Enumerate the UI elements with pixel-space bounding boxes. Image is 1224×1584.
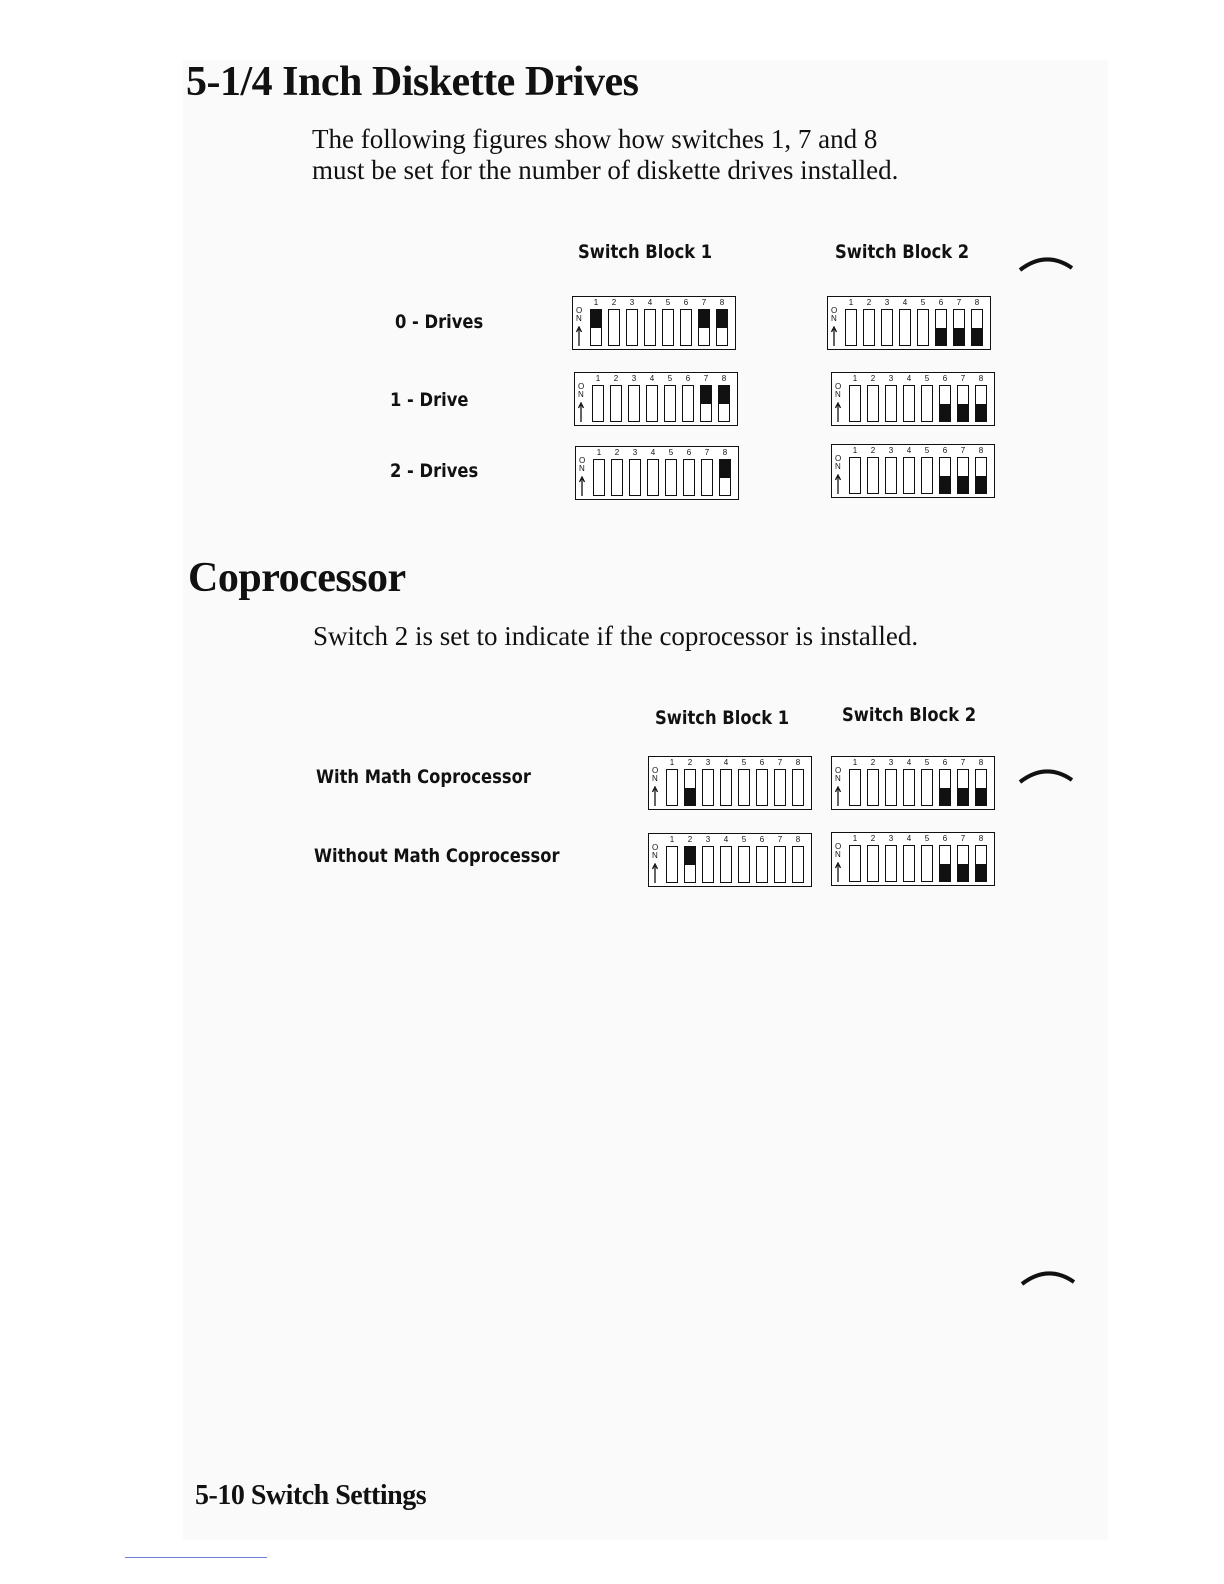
switch-number: 6 (942, 374, 948, 383)
up-arrow-icon (578, 402, 584, 422)
dip-toggle (885, 457, 897, 494)
on-indicator (835, 843, 843, 859)
switch-number: 3 (888, 834, 894, 843)
switch-number: 8 (978, 446, 984, 455)
switch-numbers (842, 298, 986, 308)
switch-number: 1 (852, 374, 858, 383)
switch-number: 7 (960, 374, 966, 383)
switch-number: 5 (920, 298, 926, 307)
switch-number: 6 (686, 448, 692, 457)
dip-toggle (718, 385, 730, 422)
dip-toggle (939, 769, 951, 806)
intro-line-1: The following figures show how switches 1, 7 and 8 (312, 124, 878, 154)
switch-number: 6 (942, 758, 948, 767)
switch-number: 8 (978, 758, 984, 767)
dip-toggle (665, 459, 677, 496)
on-letter: O (835, 842, 842, 851)
switch-number: 2 (687, 758, 693, 767)
dip-toggle (610, 385, 622, 422)
switch-numbers (846, 834, 990, 844)
switch-number: 5 (924, 374, 930, 383)
switch-number: 1 (852, 758, 858, 767)
up-arrow-icon (835, 862, 841, 882)
dip-toggle (684, 846, 696, 883)
dip-toggle (716, 309, 728, 346)
on-indicator (831, 307, 839, 323)
dip-toggle (957, 769, 969, 806)
switch-number: 5 (741, 835, 747, 844)
dip-switch-block (827, 296, 991, 350)
without-math-coprocessor-label: Without Math Coprocessor (314, 845, 560, 867)
dip-toggle (792, 769, 804, 806)
on-letter: N (835, 774, 841, 783)
switch-number: 6 (685, 374, 691, 383)
on-indicator (835, 383, 843, 399)
dip-toggle (680, 309, 692, 346)
dip-toggle (957, 845, 969, 882)
switch-number: 1 (596, 448, 602, 457)
switch-number: 5 (924, 446, 930, 455)
switch-number: 4 (902, 298, 908, 307)
bottom-rule (125, 1557, 267, 1558)
binder-hinge-mark (1020, 1266, 1076, 1286)
dip-toggle (975, 385, 987, 422)
on-letter: O (835, 382, 842, 391)
switch-number: 1 (669, 758, 675, 767)
dip-toggle (903, 457, 915, 494)
up-arrow-icon (576, 326, 582, 346)
dip-toggle (611, 459, 623, 496)
dip-toggle (666, 769, 678, 806)
dip-toggle (646, 385, 658, 422)
switch-number: 7 (777, 758, 783, 767)
dip-toggle (867, 457, 879, 494)
dip-toggle (774, 846, 786, 883)
dip-toggle (774, 769, 786, 806)
dip-toggle (939, 457, 951, 494)
dip-switch-block (831, 372, 995, 426)
switch-number: 4 (906, 834, 912, 843)
on-letter: N (835, 390, 841, 399)
switch-number: 3 (888, 758, 894, 767)
dip-toggle (975, 457, 987, 494)
switch-numbers (589, 374, 733, 384)
drives-block1-header: Switch Block 1 (578, 241, 713, 263)
dip-toggle (975, 769, 987, 806)
dip-toggle (664, 385, 676, 422)
switch-number: 8 (978, 834, 984, 843)
dip-toggle (700, 385, 712, 422)
dip-toggle (592, 385, 604, 422)
dip-toggle (702, 846, 714, 883)
dip-toggle (682, 385, 694, 422)
dip-toggle (719, 459, 731, 496)
dip-toggle (863, 309, 875, 346)
with-math-coprocessor-label: With Math Coprocessor (316, 766, 531, 788)
drives-row-2-label: 2 - Drives (390, 460, 479, 482)
switch-number: 4 (649, 374, 655, 383)
switch-number: 3 (888, 446, 894, 455)
switch-number: 3 (705, 758, 711, 767)
dip-toggle (867, 769, 879, 806)
dip-toggle (885, 769, 897, 806)
switch-number: 4 (723, 758, 729, 767)
heading-coprocessor: Coprocessor (188, 555, 406, 601)
dip-switch-block (575, 446, 739, 500)
on-letter: O (578, 382, 585, 391)
on-letter: N (652, 774, 658, 783)
switch-number: 2 (611, 298, 617, 307)
dip-toggle (590, 309, 602, 346)
dip-toggle (903, 769, 915, 806)
switch-number: 8 (721, 374, 727, 383)
dip-toggle (885, 845, 897, 882)
switch-numbers (846, 446, 990, 456)
dip-toggle (939, 385, 951, 422)
switch-number: 3 (705, 835, 711, 844)
dip-toggle (608, 309, 620, 346)
switch-numbers (846, 758, 990, 768)
up-arrow-icon (835, 474, 841, 494)
dip-toggle (756, 846, 768, 883)
switch-number: 8 (974, 298, 980, 307)
dip-toggle (792, 846, 804, 883)
up-arrow-icon (831, 326, 837, 346)
switch-number: 4 (647, 298, 653, 307)
dip-toggle (953, 309, 965, 346)
intro-line-2: must be set for the number of diskette drives installed. (312, 155, 899, 185)
on-indicator (578, 383, 586, 399)
on-letter: O (831, 306, 838, 315)
on-indicator (652, 844, 660, 860)
up-arrow-icon (652, 863, 658, 883)
switch-numbers (587, 298, 731, 308)
dip-toggle (666, 846, 678, 883)
dip-toggle (701, 459, 713, 496)
dip-toggle (957, 385, 969, 422)
switch-number: 2 (613, 374, 619, 383)
switch-number: 5 (741, 758, 747, 767)
switch-number: 1 (852, 446, 858, 455)
dip-switch-block (572, 296, 736, 350)
dip-toggle (903, 845, 915, 882)
switch-number: 7 (704, 448, 710, 457)
on-letter: N (578, 390, 584, 399)
switch-number: 4 (723, 835, 729, 844)
switch-number: 2 (870, 374, 876, 383)
dip-toggle (720, 846, 732, 883)
dip-toggle (756, 769, 768, 806)
on-indicator (835, 767, 843, 783)
switch-number: 4 (906, 374, 912, 383)
dip-switch-block (831, 832, 995, 886)
switch-number: 7 (956, 298, 962, 307)
switch-number: 6 (938, 298, 944, 307)
up-arrow-icon (652, 786, 658, 806)
dip-toggle (939, 845, 951, 882)
up-arrow-icon (579, 476, 585, 496)
switch-number: 6 (759, 835, 765, 844)
dip-toggle (702, 769, 714, 806)
dip-toggle (849, 845, 861, 882)
dip-toggle (684, 769, 696, 806)
dip-toggle (867, 845, 879, 882)
switch-number: 2 (687, 835, 693, 844)
on-letter: O (576, 306, 583, 315)
switch-number: 8 (722, 448, 728, 457)
switch-number: 8 (978, 374, 984, 383)
dip-toggle (885, 385, 897, 422)
dip-toggle (849, 385, 861, 422)
dip-switch-block (831, 756, 995, 810)
on-letter: N (576, 314, 582, 323)
switch-number: 4 (906, 446, 912, 455)
dip-toggle (644, 309, 656, 346)
up-arrow-icon (835, 786, 841, 806)
switch-number: 6 (942, 446, 948, 455)
on-indicator (652, 767, 660, 783)
switch-number: 7 (777, 835, 783, 844)
dip-toggle (698, 309, 710, 346)
switch-number: 4 (906, 758, 912, 767)
on-indicator (579, 457, 587, 473)
dip-toggle (921, 457, 933, 494)
coprocessor-block2-header: Switch Block 2 (842, 704, 977, 726)
on-letter: O (835, 766, 842, 775)
switch-number: 1 (595, 374, 601, 383)
switch-number: 7 (701, 298, 707, 307)
dip-toggle (629, 459, 641, 496)
dip-toggle (867, 385, 879, 422)
switch-number: 8 (719, 298, 725, 307)
dip-toggle (628, 385, 640, 422)
switch-number: 2 (614, 448, 620, 457)
coprocessor-description: Switch 2 is set to indicate if the coprocessor is installed. (313, 621, 919, 651)
dip-toggle (881, 309, 893, 346)
switch-number: 2 (870, 834, 876, 843)
page-footer: 5-10 Switch Settings (195, 1480, 427, 1511)
switch-number: 5 (924, 758, 930, 767)
dip-toggle (662, 309, 674, 346)
on-letter: O (652, 766, 659, 775)
dip-toggle (899, 309, 911, 346)
switch-numbers (590, 448, 734, 458)
dip-toggle (957, 457, 969, 494)
switch-numbers (663, 758, 807, 768)
switch-number: 5 (924, 834, 930, 843)
dip-toggle (738, 769, 750, 806)
on-letter: N (831, 314, 837, 323)
on-letter: O (835, 454, 842, 463)
dip-toggle (683, 459, 695, 496)
switch-number: 8 (795, 758, 801, 767)
switch-number: 6 (759, 758, 765, 767)
dip-toggle (921, 769, 933, 806)
switch-number: 5 (667, 374, 673, 383)
binder-hinge-mark (1018, 764, 1074, 784)
dip-switch-block (648, 833, 812, 887)
dip-toggle (849, 457, 861, 494)
drives-row-1-label: 1 - Drive (390, 389, 469, 411)
switch-number: 4 (650, 448, 656, 457)
on-letter: N (835, 462, 841, 471)
dip-switch-block (648, 756, 812, 810)
heading-diskette-drives: 5-1/4 Inch Diskette Drives (186, 59, 639, 105)
dip-toggle (903, 385, 915, 422)
switch-number: 2 (866, 298, 872, 307)
on-indicator (576, 307, 584, 323)
switch-number: 1 (669, 835, 675, 844)
dip-toggle (845, 309, 857, 346)
dip-toggle (917, 309, 929, 346)
switch-number: 5 (665, 298, 671, 307)
switch-number: 3 (888, 374, 894, 383)
switch-number: 7 (703, 374, 709, 383)
switch-number: 7 (960, 834, 966, 843)
switch-number: 3 (884, 298, 890, 307)
on-indicator (835, 455, 843, 471)
switch-number: 3 (629, 298, 635, 307)
switch-number: 2 (870, 446, 876, 455)
dip-switch-block (574, 372, 738, 426)
on-letter: O (652, 843, 659, 852)
dip-toggle (593, 459, 605, 496)
switch-numbers (663, 835, 807, 845)
dip-switch-block (831, 444, 995, 498)
switch-number: 5 (668, 448, 674, 457)
on-letter: O (579, 456, 586, 465)
on-letter: N (652, 851, 658, 860)
drives-row-0-label: 0 - Drives (395, 311, 484, 333)
switch-number: 6 (683, 298, 689, 307)
switch-number: 2 (870, 758, 876, 767)
binder-hinge-mark (1018, 252, 1074, 272)
dip-toggle (647, 459, 659, 496)
switch-number: 3 (632, 448, 638, 457)
dip-toggle (720, 769, 732, 806)
dip-toggle (849, 769, 861, 806)
dip-toggle (971, 309, 983, 346)
switch-number: 6 (942, 834, 948, 843)
switch-number: 1 (848, 298, 854, 307)
switch-numbers (846, 374, 990, 384)
dip-toggle (975, 845, 987, 882)
switch-number: 1 (852, 834, 858, 843)
dip-toggle (738, 846, 750, 883)
coprocessor-block1-header: Switch Block 1 (655, 707, 790, 729)
up-arrow-icon (835, 402, 841, 422)
switch-number: 7 (960, 758, 966, 767)
dip-toggle (921, 845, 933, 882)
dip-toggle (921, 385, 933, 422)
switch-number: 8 (795, 835, 801, 844)
dip-toggle (626, 309, 638, 346)
switch-number: 1 (593, 298, 599, 307)
on-letter: N (579, 464, 585, 473)
drives-block2-header: Switch Block 2 (835, 241, 970, 263)
switch-number: 3 (631, 374, 637, 383)
on-letter: N (835, 850, 841, 859)
switch-number: 7 (960, 446, 966, 455)
dip-toggle (935, 309, 947, 346)
